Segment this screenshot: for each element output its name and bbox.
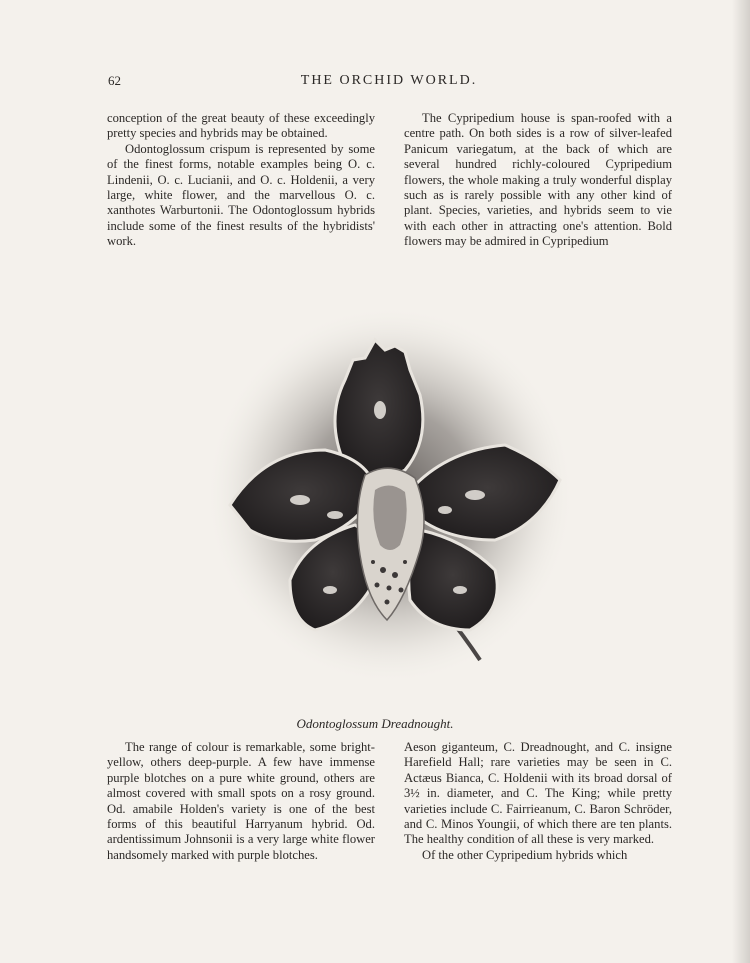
text-column-bottom-right — [404, 740, 672, 863]
orchid-illustration — [205, 300, 575, 685]
figure-caption: Odontoglossum Dreadnought. — [296, 716, 454, 731]
paragraph: The range of colour is remarkable, some bright-yellow, others deep-purple. A few have immense purple blotches on a pure white ground, others are almost covered with small spots on a rosy ground. Od. amabile Holden's variety is one of the best forms of this beautiful Harryanum hybrid. Od. ardentissimum Johnsonii is a very large white flower handsomely marked with purple blotches. — [107, 740, 375, 862]
paragraph: conception of the great beauty of these exceedingly pretty species and hybrids may be obtained. — [107, 111, 375, 141]
page-number: 62 — [108, 73, 121, 88]
journal-title: THE ORCHID WORLD. — [300, 73, 478, 88]
paragraph: The Cypripedium house is span-roofed with a centre path. On both sides is a row of silver-leafed Panicum variegatum, at the back of which are several hundred richly-coloured Cypripedium flowers, the whole making a truly wonderful display such as is rarely possible with any other kind of plant. Species, varieties, and hybrids seem to vie with each other in attracting one's attention. Bold flowers may be admired in Cypripedium — [404, 111, 672, 249]
paragraph: Odontoglossum crispum is represented by some of the finest forms, notable examples being O. c. Lindenii, O. c. Lucianii, and O. c. Holdenii, a very large, white flower, and the marvellous O. c. xanthotes Warburtonii. The Odontoglossum hybrids include some of the finest results of the hybridists' work. — [107, 141, 375, 249]
text-column-top-left — [107, 111, 375, 250]
text-column-top-right — [404, 111, 672, 250]
paragraph: Of the other Cypripedium hybrids which — [422, 847, 628, 862]
page-edge-shadow — [732, 0, 750, 963]
paragraph: Aeson giganteum, C. Dreadnought, and C. insigne Harefield Hall; rare varieties may be seen in C. Actæus Bianca, C. Holdenii with its broad dorsal of 3½ in. diameter, and C. The King; while pretty varieties include C. Fairrieanum, C. Baron Schröder, and C. Minos Youngii, of which there are ten plants. The healthy condition of all these is very marked. — [404, 740, 672, 847]
text-column-bottom-left — [107, 740, 375, 863]
running-head — [108, 73, 670, 93]
